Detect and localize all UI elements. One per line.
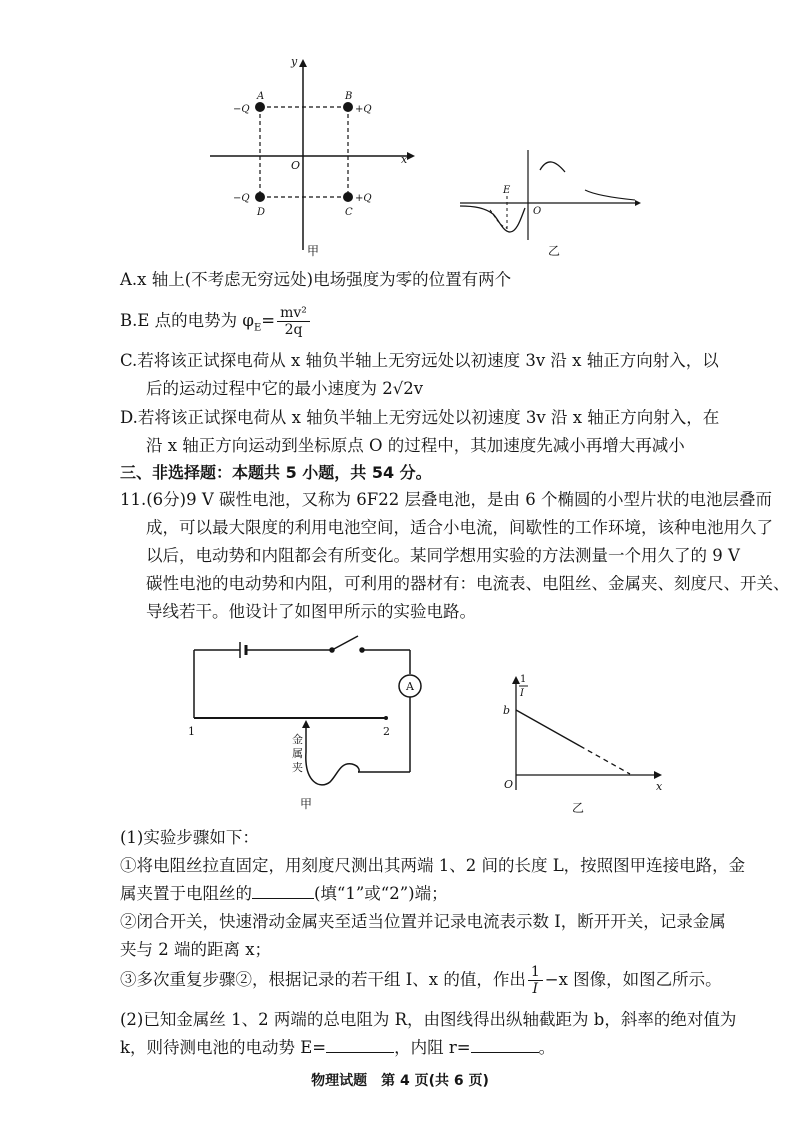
option-D-label: D. [120, 408, 138, 427]
option-A [120, 268, 511, 292]
charge-C [343, 192, 353, 202]
end-2-label: 2 [383, 725, 390, 738]
option-B-fraction [277, 305, 310, 338]
figure-graph-top [455, 140, 655, 265]
charge-A [255, 102, 265, 112]
option-C-text2: 后的运动过程中它的最小速度为 2√2v [146, 379, 424, 398]
step1-line1: ①将电阻丝拉直固定，用刻度尺测出其两端 1、2 间的长度 L，按照图甲连接电路，金 [120, 856, 746, 875]
step3-fraction [528, 964, 543, 997]
option-D-line2 [146, 434, 685, 458]
part2-text-post: 。 [538, 1038, 556, 1057]
option-B [120, 304, 312, 345]
charge-C-value: +Q [355, 193, 372, 204]
ammeter-label: A [406, 680, 414, 693]
option-A-label: A. [120, 270, 138, 289]
option-C-text1: 若将该正试探电荷从 x 轴负半轴上无穷远处以初速度 3v 沿 x 轴正方向射入，以 [137, 351, 719, 370]
caption-jia-top: 甲 [307, 244, 320, 258]
option-B-numerator: mv² [277, 305, 310, 322]
section-3-title: 三、非选择题：本题共 5 小题，共 54 分。 [120, 463, 432, 482]
step1-answer-blank[interactable] [252, 898, 314, 899]
q11-intro-1: (6分)9 V 碳性电池，又称为 6F22 层叠电池，是由 6 个椭圆的小型片状的电池层叠而 [146, 490, 772, 509]
point-A-label: A [257, 91, 265, 102]
graph-origin: O [533, 206, 542, 217]
option-B-denominator: 2q [284, 322, 303, 338]
charge-D [255, 192, 265, 202]
option-D-text2: 沿 x 轴正方向运动到坐标原点 O 的过程中，其加速度先减小再增大再减小 [146, 436, 685, 455]
option-D-line1 [120, 406, 719, 430]
emf-answer-blank[interactable] [326, 1052, 394, 1053]
step3-text-post: −x 图像，如图乙所示。 [544, 970, 722, 989]
caption-yi-top: 乙 [548, 244, 561, 258]
graph-origin-label: O [504, 778, 514, 791]
part2-line2 [120, 1036, 555, 1060]
y-axis-denominator: I [520, 688, 524, 699]
q11-line1 [120, 488, 772, 512]
step3-numerator: 1 [528, 964, 543, 981]
q11-number: 11. [120, 490, 147, 509]
part2-text-mid: ，内阻 r= [394, 1038, 471, 1057]
graph-point-E: E [503, 185, 511, 196]
option-B-equals: = [261, 311, 276, 330]
charge-D-value: −Q [233, 193, 250, 204]
q11-line4: 碳性电池的电动势和内阻，可利用的器材有：电流表、电阻丝、金属夹、刻度尺、开关、 [146, 574, 790, 593]
charge-B-value: +Q [355, 104, 372, 115]
charge-B [343, 102, 353, 112]
clip-label-2: 属 [292, 747, 303, 760]
origin-label: O [291, 159, 301, 172]
caption-yi-graph: 乙 [572, 801, 585, 815]
graph-inverse-current [490, 660, 670, 820]
option-B-subscript: E [253, 322, 262, 334]
circuit-diagram [180, 632, 425, 812]
clip-label-1: 金 [292, 733, 303, 746]
axis-y-label: y [291, 55, 298, 68]
step2-line1: ②闭合开关，快速滑动金属夹至适当位置并记录电流表示数 I，断开开关，记录金属 [120, 912, 726, 931]
page-footer: 物理试题 第 4 页(共 6 页) [311, 1073, 489, 1089]
step1-line2 [120, 882, 448, 906]
option-D-text1: 若将该正试探电荷从 x 轴负半轴上无穷远处以初速度 3v 沿 x 轴正方向射入，在 [137, 408, 720, 427]
end-1-label: 1 [188, 725, 195, 738]
step3-line [120, 962, 722, 998]
caption-jia-circuit: 甲 [300, 797, 313, 811]
y-axis-numerator: 1 [520, 674, 527, 685]
point-C-label: C [345, 207, 353, 218]
part2-text-pre: k，则待测电池的电动势 E= [120, 1038, 327, 1057]
point-B-label: B [345, 91, 353, 102]
option-C-line2 [146, 377, 423, 401]
option-A-text: x 轴上(不考虑无穷远处)电场强度为零的位置有两个 [137, 270, 512, 289]
figure-charges [205, 55, 420, 260]
option-B-label: B. [120, 311, 138, 330]
step3-denominator: I [532, 981, 539, 997]
q11-line2: 成，可以最大限度的利用电池空间，适合小电流，间歇性的工作环境，该种电池用久了 [146, 518, 773, 537]
q11-line5: 导线若干。他设计了如图甲所示的实验电路。 [146, 602, 476, 621]
step1-text-pre: 属夹置于电阻丝的 [120, 884, 252, 903]
part2-line1: (2)已知金属丝 1、2 两端的总电阻为 R，由图线得出纵轴截距为 b，斜率的绝对值为 [120, 1010, 737, 1029]
step2-line2: 夹与 2 端的距离 x； [120, 940, 272, 959]
axis-x-label: x [401, 153, 408, 166]
option-C-label: C. [120, 351, 138, 370]
option-B-text: E 点的电势为 φ [137, 311, 254, 330]
resistance-answer-blank[interactable] [471, 1052, 539, 1053]
charge-A-value: −Q [233, 104, 250, 115]
q11-line3: 以后，电动势和内阻都会有所变化。某同学想用实验的方法测量一个用久了的 9 V [146, 546, 740, 565]
graph-x-label: x [656, 780, 663, 793]
point-D-label: D [257, 207, 266, 218]
step1-text-post: (填“1”或“2”)端； [314, 884, 448, 903]
clip-label-3: 夹 [292, 761, 303, 774]
step3-text-pre: ③多次重复步骤②，根据记录的若干组 I、x 的值，作出 [120, 970, 526, 989]
intercept-label: b [503, 704, 511, 717]
part1-title: (1)实验步骤如下： [120, 828, 259, 847]
option-C-line1 [120, 349, 719, 373]
